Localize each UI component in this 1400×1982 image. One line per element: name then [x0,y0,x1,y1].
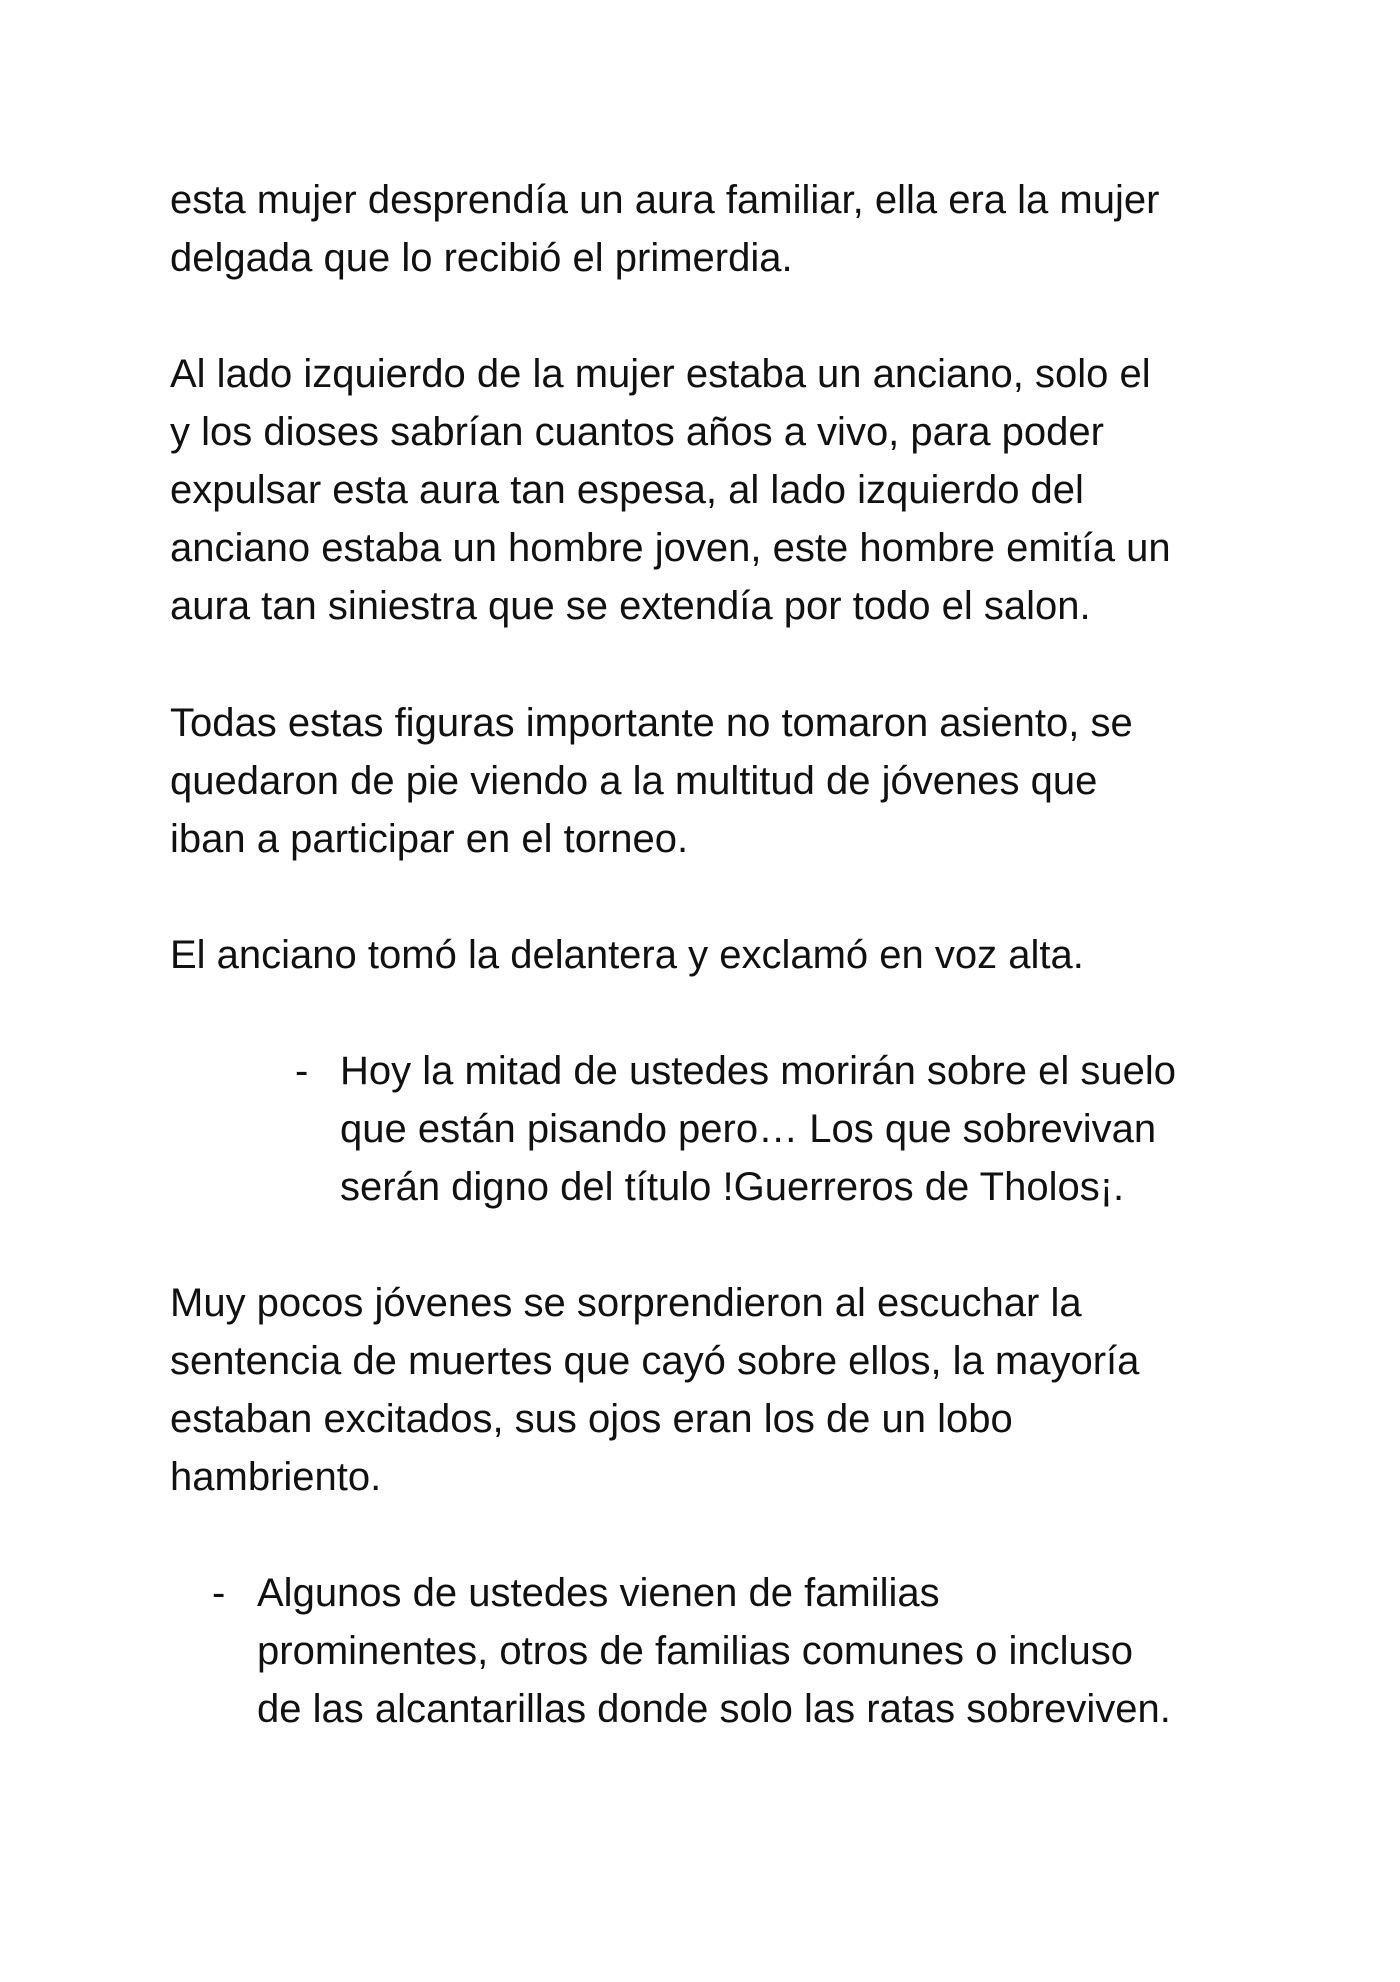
text-line: de las alcantarillas donde solo las ratas sobreviven. [257,1687,1171,1731]
text-line: sentencia de muertes que cayó sobre ellos, la mayoría [170,1339,1140,1383]
text-line: aura tan siniestra que se extendía por todo el salon. [170,584,1091,628]
text-line: delgada que lo recibió el primerdia. [170,236,793,280]
dialogue-dash: - [295,1049,309,1093]
text-line: estaban excitados, sus ojos eran los de un lobo [170,1397,1013,1441]
paragraph-2 [170,345,1260,635]
text-line: Todas estas figuras importante no tomaron asiento, se [170,701,1133,745]
text-line: serán digno del título !Guerreros de Tholos¡. [340,1165,1125,1209]
text-line: iban a participar en el torneo. [170,817,689,861]
text-line: prominentes, otros de familias comunes o incluso [257,1629,1133,1673]
text-line: hambriento. [170,1455,382,1499]
text-line: anciano estaba un hombre joven, este hombre emitía un [170,526,1171,570]
dialogue-1 [295,1042,1255,1216]
text-line: expulsar esta aura tan espesa, al lado izquierdo del [170,468,1084,512]
dialogue-2 [212,1564,1262,1738]
text-line: Hoy la mitad de ustedes morirán sobre el suelo [340,1049,1176,1093]
text-line: quedaron de pie viendo a la multitud de jóvenes que [170,759,1098,803]
paragraph-1 [170,171,1260,287]
dialogue-dash: - [212,1571,226,1615]
text-line: esta mujer desprendía un aura familiar, ella era la mujer [170,178,1160,222]
text-line: y los dioses sabrían cuantos años a vivo, para poder [170,410,1104,454]
paragraph-3 [170,694,1260,868]
text-line: El anciano tomó la delantera y exclamó en voz alta. [170,933,1084,977]
paragraph-4 [170,926,1260,984]
dialogue-text [257,1564,1171,1738]
dialogue-text [340,1042,1176,1216]
text-line: Algunos de ustedes vienen de familias [257,1571,940,1615]
text-line: que están pisando pero… Los que sobrevivan [340,1107,1157,1151]
text-line: Muy pocos jóvenes se sorprendieron al escuchar la [170,1281,1082,1325]
text-line: Al lado izquierdo de la mujer estaba un anciano, solo el [170,352,1151,396]
paragraph-5 [170,1274,1260,1506]
